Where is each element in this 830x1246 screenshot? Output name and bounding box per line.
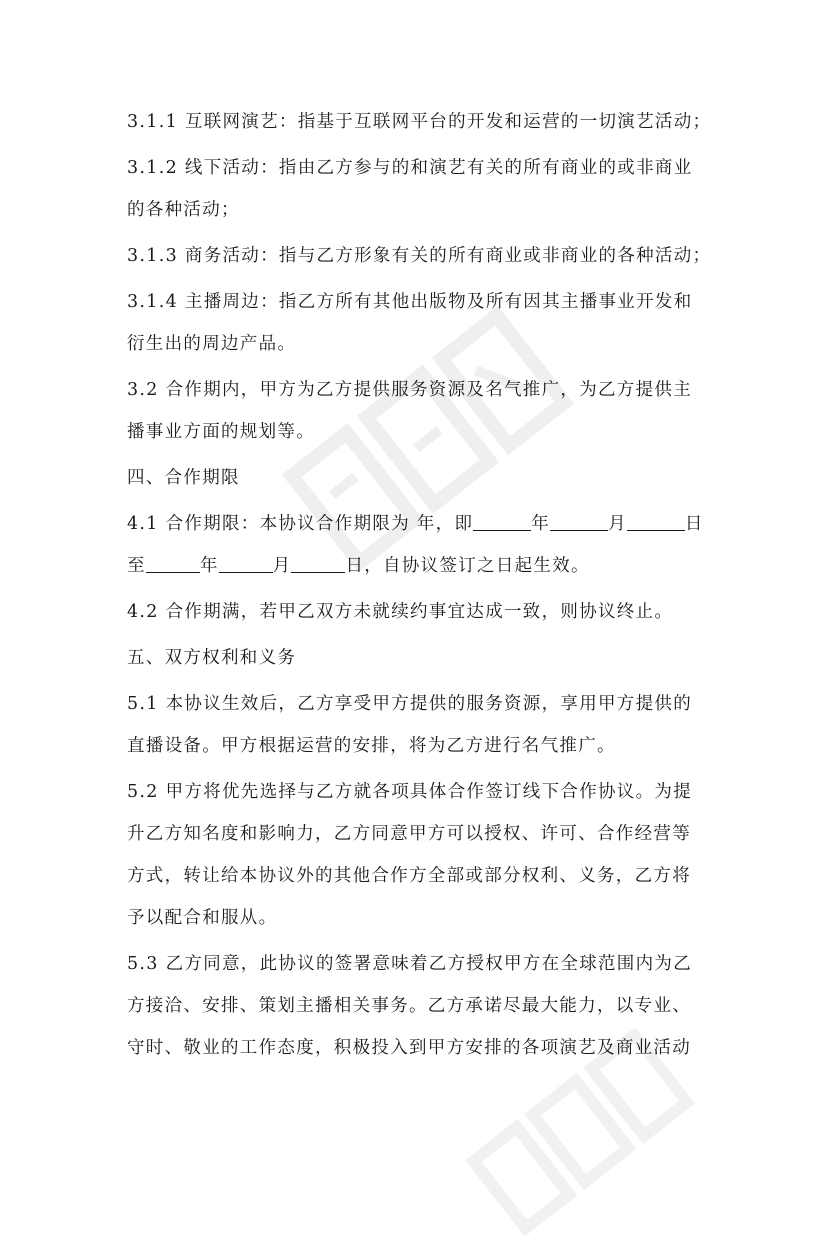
paragraph-4-2 [127,591,707,633]
text-segment: 年 [531,514,551,534]
text-line: 4.2 合作期满，若甲乙双方未就续约事宜达成一致，则协议终止。 [127,602,674,622]
paragraph-3-1-2 [127,147,707,231]
text-segment: 4.1 合作期限：本协议合作期限为 年，即 [127,514,474,534]
paragraph-5-2 [127,771,707,939]
text-line [127,503,707,545]
month-blank [550,512,608,531]
text-segment: 日 [684,514,704,534]
document-body [127,101,712,1073]
text-line: 3.1.4 主播周边：指乙方所有其他出版物及所有因其主播事业开发和 [127,292,693,312]
day-blank [291,554,345,573]
text-segment: 日，自协议签订之日起生效。 [345,556,590,576]
text-segment: 月 [608,514,627,534]
text-line: 衍生出的周边产品。 [127,334,297,354]
text-line: 直播设备。甲方根据运营的安排，将为乙方进行名气推广。 [127,736,616,756]
text-line: 的各种活动； [127,200,240,220]
month-blank [219,554,273,573]
text-line: 3.1.2 线下活动：指由乙方参与的和演艺有关的所有商业的或非商业 [127,158,693,178]
section-heading-5 [127,637,707,679]
paragraph-3-1-4 [127,281,707,365]
text-line [127,545,707,587]
text-line: 5.1 本协议生效后，乙方享受甲方提供的服务资源，享用甲方提供的 [127,694,692,714]
text-segment: 年 [199,556,219,576]
section-heading: 四、合作期限 [127,468,240,488]
paragraph-3-2 [127,369,707,453]
section-heading: 五、双方权利和义务 [127,648,297,668]
text-line: 方式，转让给本协议外的其他合作方全部或部分权利、义务，乙方将 [127,866,691,886]
text-line: 3.2 合作期内，甲方为乙方提供服务资源及名气推广，为乙方提供主 [127,380,692,400]
text-line: 3.1.1 互联网演艺：指基于互联网平台的开发和运营的一切演艺活动； [127,112,712,132]
paragraph-5-3 [127,943,707,1069]
text-segment: 月 [272,556,292,576]
text-segment: 至 [127,556,146,576]
year-blank [146,554,200,573]
day-blank [627,512,685,531]
text-line: 方接洽、安排、策划主播相关事务。乙方承诺尽最大能力，以专业、 [127,996,691,1016]
text-line: 3.1.3 商务活动：指与乙方形象有关的所有商业或非商业的各种活动； [127,246,712,266]
paragraph-5-1 [127,683,707,767]
text-line: 予以配合和服从。 [127,908,278,928]
text-line: 播事业方面的规划等。 [127,422,315,442]
section-heading-4 [127,457,707,499]
paragraph-4-1 [127,503,707,587]
year-blank [473,512,531,531]
text-line: 守时、敬业的工作态度，积极投入到甲方安排的各项演艺及商业活动 [127,1038,691,1058]
text-line: 5.3 乙方同意，此协议的签署意味着乙方授权甲方在全球范围内为乙 [127,954,692,974]
text-line: 升乙方知名度和影响力，乙方同意甲方可以授权、许可、合作经营等 [127,824,691,844]
paragraph-3-1-3 [127,235,712,277]
text-line: 5.2 甲方将优先选择与乙方就各项具体合作签订线下合作协议。为提 [127,782,692,802]
paragraph-3-1-1 [127,101,712,143]
